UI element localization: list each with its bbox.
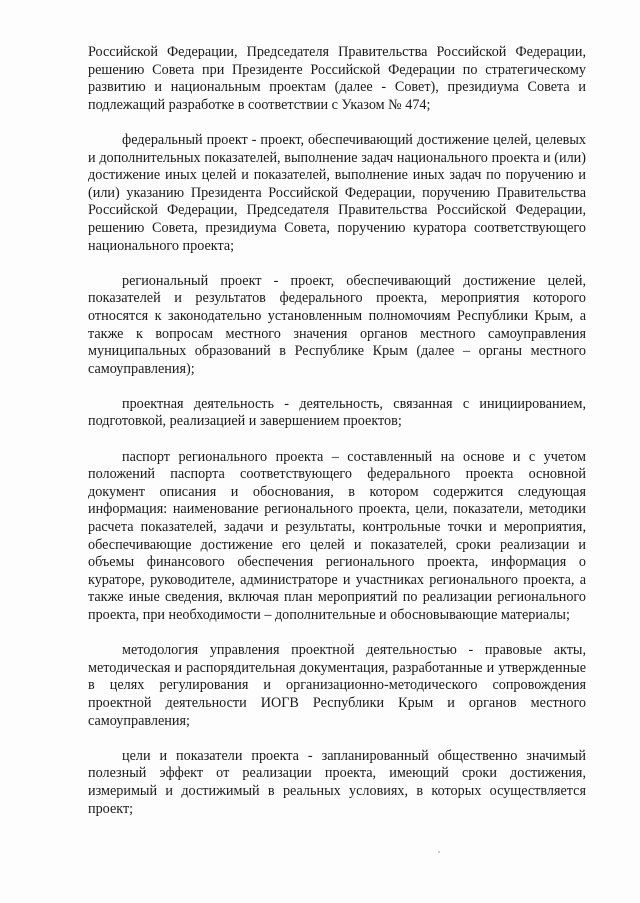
- scan-speck: [438, 851, 440, 853]
- paragraph-goals-indicators: цели и показатели проекта - запланированный общественно значимый полезный эффект от реализации проекта, имеющий сроки достижения, измеримый и достижимый в реальных условиях, в которых осуществляется проект;: [88, 747, 586, 817]
- paragraph-federal-project: федеральный проект - проект, обеспечивающий достижение целей, целевых и дополнительных показателей, выполнение задач национального проекта и (или) достижение иных целей и показателей, выполнение иных задач по поручению и (или) указанию Президента Российской Федерации, поручению Правительства Российской Федерации, Председателя Правительства Российской Федерации, решению Совета, президиума Совета, поручению куратора соответствующего национального проекта;: [88, 131, 586, 254]
- paragraph-methodology: методология управления проектной деятельностью - правовые акты, методическая и распорядительная документация, разработанные и утвержденные в целях регулирования и организационно-методического сопровождения проектной деятельности ИОГВ Республики Крым и органов местного самоуправления;: [88, 642, 586, 729]
- paragraph-regional-project: региональный проект - проект, обеспечивающий достижение целей, показателей и результатов федерального проекта, мероприятия которого относятся к законодательно установленным полномочиям Республики Крым, а также к вопросам местного значения органов местного самоуправления муниципальных образований в Республике Крым (далее – органы местного самоуправления);: [88, 272, 586, 377]
- paragraph-continuation: Российской Федерации, Председателя Правительства Российской Федерации, решению Совета при Президенте Российской Федерации по стратегическому развитию и национальным проектам (далее - Совет), президиума Совета и подлежащий разработке в соответствии с Указом № 474;: [88, 44, 586, 113]
- paragraph-regional-passport: паспорт регионального проекта – составленный на основе и с учетом положений паспорта соответствующего федерального проекта основной документ описания и обоснования, в котором содержится следующая информация: наименование регионального проекта, цели, показатели, методики расчета показателей, задачи и результаты, контрольные точки и мероприятия, обеспечивающие достижение его целей и показателей, сроки реализации и объемы финансового обеспечения регионального проекта, информация о кураторе, руководителе, администраторе и участниках регионального проекта, а также иные сведения, включая план мероприятий по реализации регионального проекта, при необходимости – дополнительные и обосновывающие материалы;: [88, 448, 586, 623]
- paragraph-project-activity: проектная деятельность - деятельность, связанная с инициированием, подготовкой, реализацией и завершением проектов;: [88, 395, 586, 430]
- document-body: [88, 44, 586, 818]
